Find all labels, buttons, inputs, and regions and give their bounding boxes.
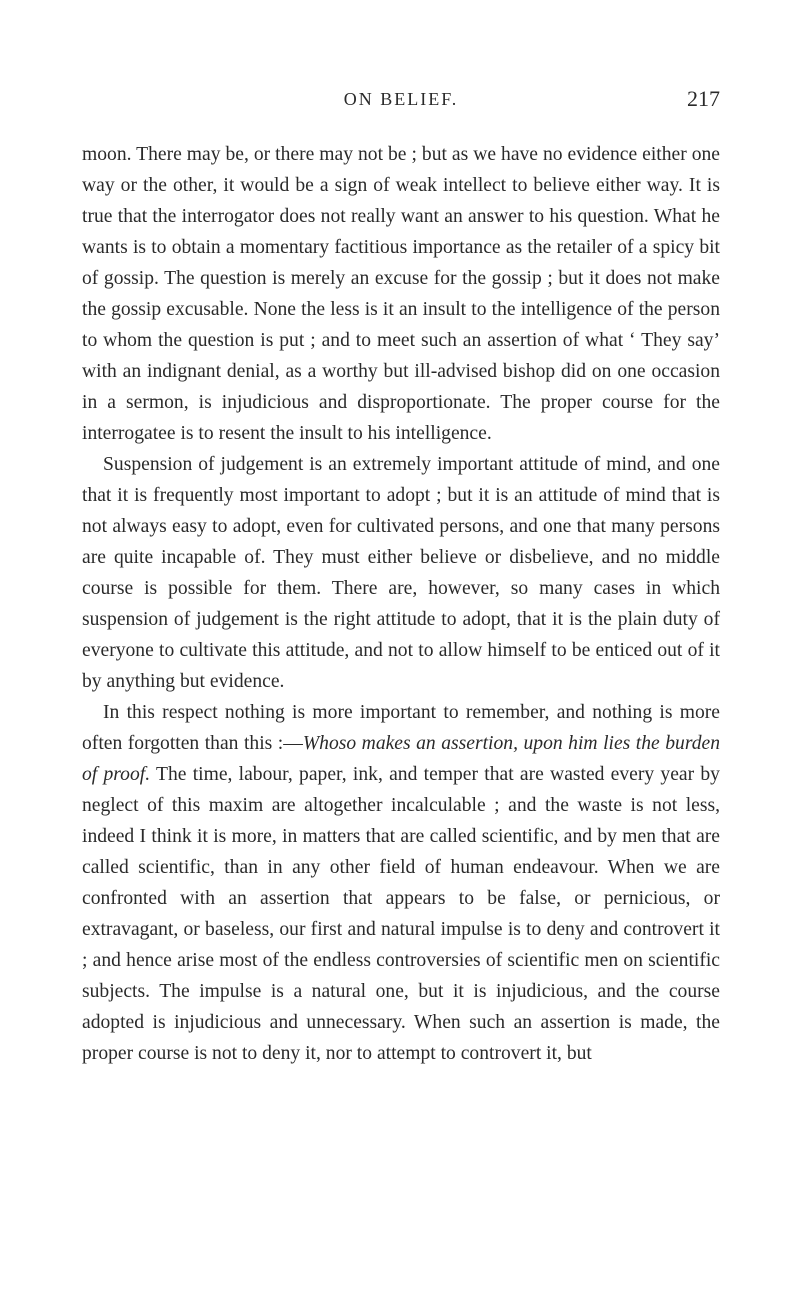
paragraph-burden-of-proof [82,697,720,1069]
running-title: ON BELIEF. [343,89,459,109]
maxim-italic: Whoso makes an assertion, upon him lies the burden of proof. [82,733,721,785]
paragraph-continued: moon. There may be, or there may not be ; but as we have no evidence either one way or the other, it would be a sign of weak intellect to believe either way. It is true that the interrogator does not really want an answer to his question. What he wants is to obtain a momentary factitious importance as the retailer of a spicy bit of gossip. The question is merely an excuse for the gossip ; but it does not make the gossip excusable. None the less is it an insult to the intelligence of the person to whom the question is put ; and to meet such an assertion of what ‘ They say’ with an indignant denial, as a worthy but ill-advised bishop did on one occasion in a sermon, is injudicious and disproportionate. The proper course for the interrogatee is to resent the insult to his intelligence. [82,144,720,444]
paragraph-rest: The time, labour, paper, ink, and temper that are wasted every year by neglect of this maxim are altogether incalculable ; and the waste is not less, indeed I think it is more, in matters that are called scientific, and by men that are called scientific, than in any other field of human endeavour. When we are confronted with an assertion that appears to be false, or pernicious, or extravagant, or baseless, our first and natural impulse is to deny and controvert it ; and hence arise most of the endless controversies of scientific men on scientific subjects. The impulse is a natural one, but it is injudicious, and the course adopted is injudicious and unnecessary. When such an assertion is made, the proper course is not to deny it, nor to attempt to controvert it, but [82,764,720,1064]
paragraph-lead: In this respect nothing is more important to remember, and nothing is more often forgotten than this :— [82,702,720,754]
body-text [82,139,720,1069]
paragraph-suspension-of-judgement: Suspension of judgement is an extremely important attitude of mind, and one that it is frequently most important to adopt ; but it is an attitude of mind that is not always easy to adopt, even for cultivated persons, and one that many persons are quite incapable of. They must either believe or disbelieve, and no middle course is possible for them. There are, however, so many cases in which suspension of judgement is the right attitude to adopt, that it is the plain duty of everyone to cultivate this attitude, and not to allow himself to be enticed out of it by anything but evidence. [82,454,720,692]
page-number: 217 [687,86,720,111]
running-head [82,84,720,114]
